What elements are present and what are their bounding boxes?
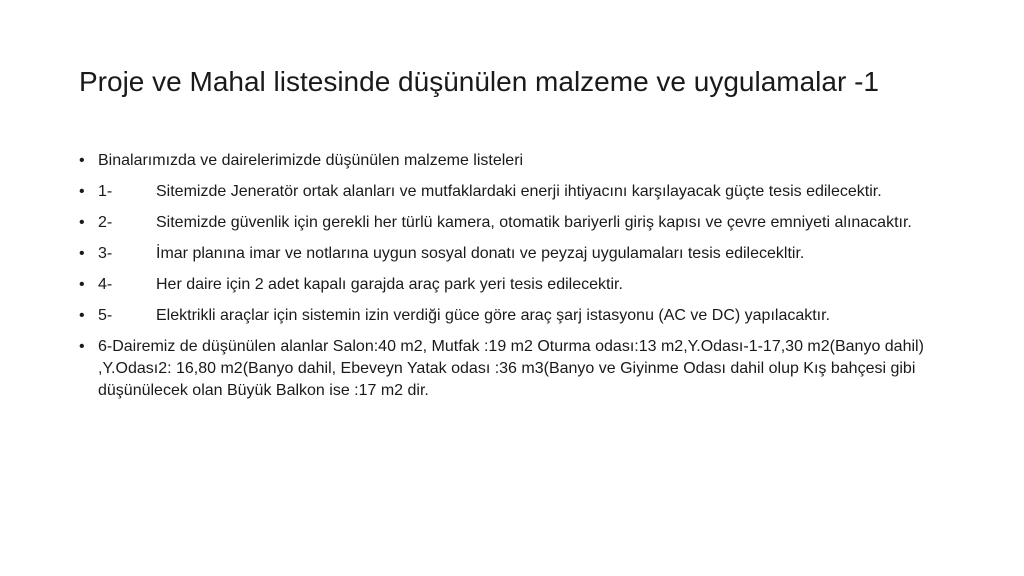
list-item-number: 2- (98, 214, 113, 231)
bullet-icon: • (79, 276, 85, 293)
slide-title: Proje ve Mahal listesinde düşünülen malzeme ve uygulamalar -1 (79, 66, 879, 97)
bullet-icon: • (79, 214, 85, 231)
bullet-icon: • (79, 338, 85, 355)
list-item (79, 150, 949, 172)
list-item-number: 4- (98, 276, 113, 293)
list-item (79, 305, 949, 327)
list-item-number: 5- (98, 307, 113, 324)
list-item (79, 243, 949, 265)
bullet-icon: • (79, 183, 85, 200)
list-item (79, 336, 949, 402)
list-item-text: Sitemizde Jeneratör ortak alanları ve mutfaklardaki enerji ihtiyacını karşılayacak güçte tesis edilecektir. (156, 183, 882, 200)
list-item-text: Elektrikli araçlar için sistemin izin verdiği güce göre araç şarj istasyonu (AC ve DC) yapılacaktır. (156, 307, 831, 324)
list-item (79, 181, 949, 203)
bullet-list (79, 150, 949, 411)
list-item-number: 3- (98, 245, 113, 262)
list-item-number: 1- (98, 183, 113, 200)
list-item-text: Her daire için 2 adet kapalı garajda araç park yeri tesis edilecektir. (156, 276, 623, 293)
list-item (79, 212, 949, 234)
list-item (79, 274, 949, 296)
list-item-text: 6-Dairemiz de düşünülen alanlar Salon:40 m2, Mutfak :19 m2 Oturma odası:13 m2,Y.Odası-1-17,30 m2(Banyo dahil) ,Y.Odası2: 16,80 m2(Banyo dahil, Ebeveyn Yatak odası :36 m3(Banyo ve Giyinme Odası dahil olup Kış bahçesi gibi düşünülecek olan Büyük Balkon ise :17 m2 dir. (98, 338, 924, 399)
list-item-text: Binalarımızda ve dairelerimizde düşünülen malzeme listeleri (98, 152, 524, 169)
bullet-icon: • (79, 307, 85, 324)
bullet-icon: • (79, 245, 85, 262)
bullet-icon: • (79, 152, 85, 169)
list-item-text: İmar planına imar ve notlarına uygun sosyal donatı ve peyzaj uygulamaları tesis edilecekltir. (156, 245, 805, 262)
list-item-text: Sitemizde güvenlik için gerekli her türlü kamera, otomatik bariyerli giriş kapısı ve çevre emniyeti alınacaktır. (156, 214, 912, 231)
